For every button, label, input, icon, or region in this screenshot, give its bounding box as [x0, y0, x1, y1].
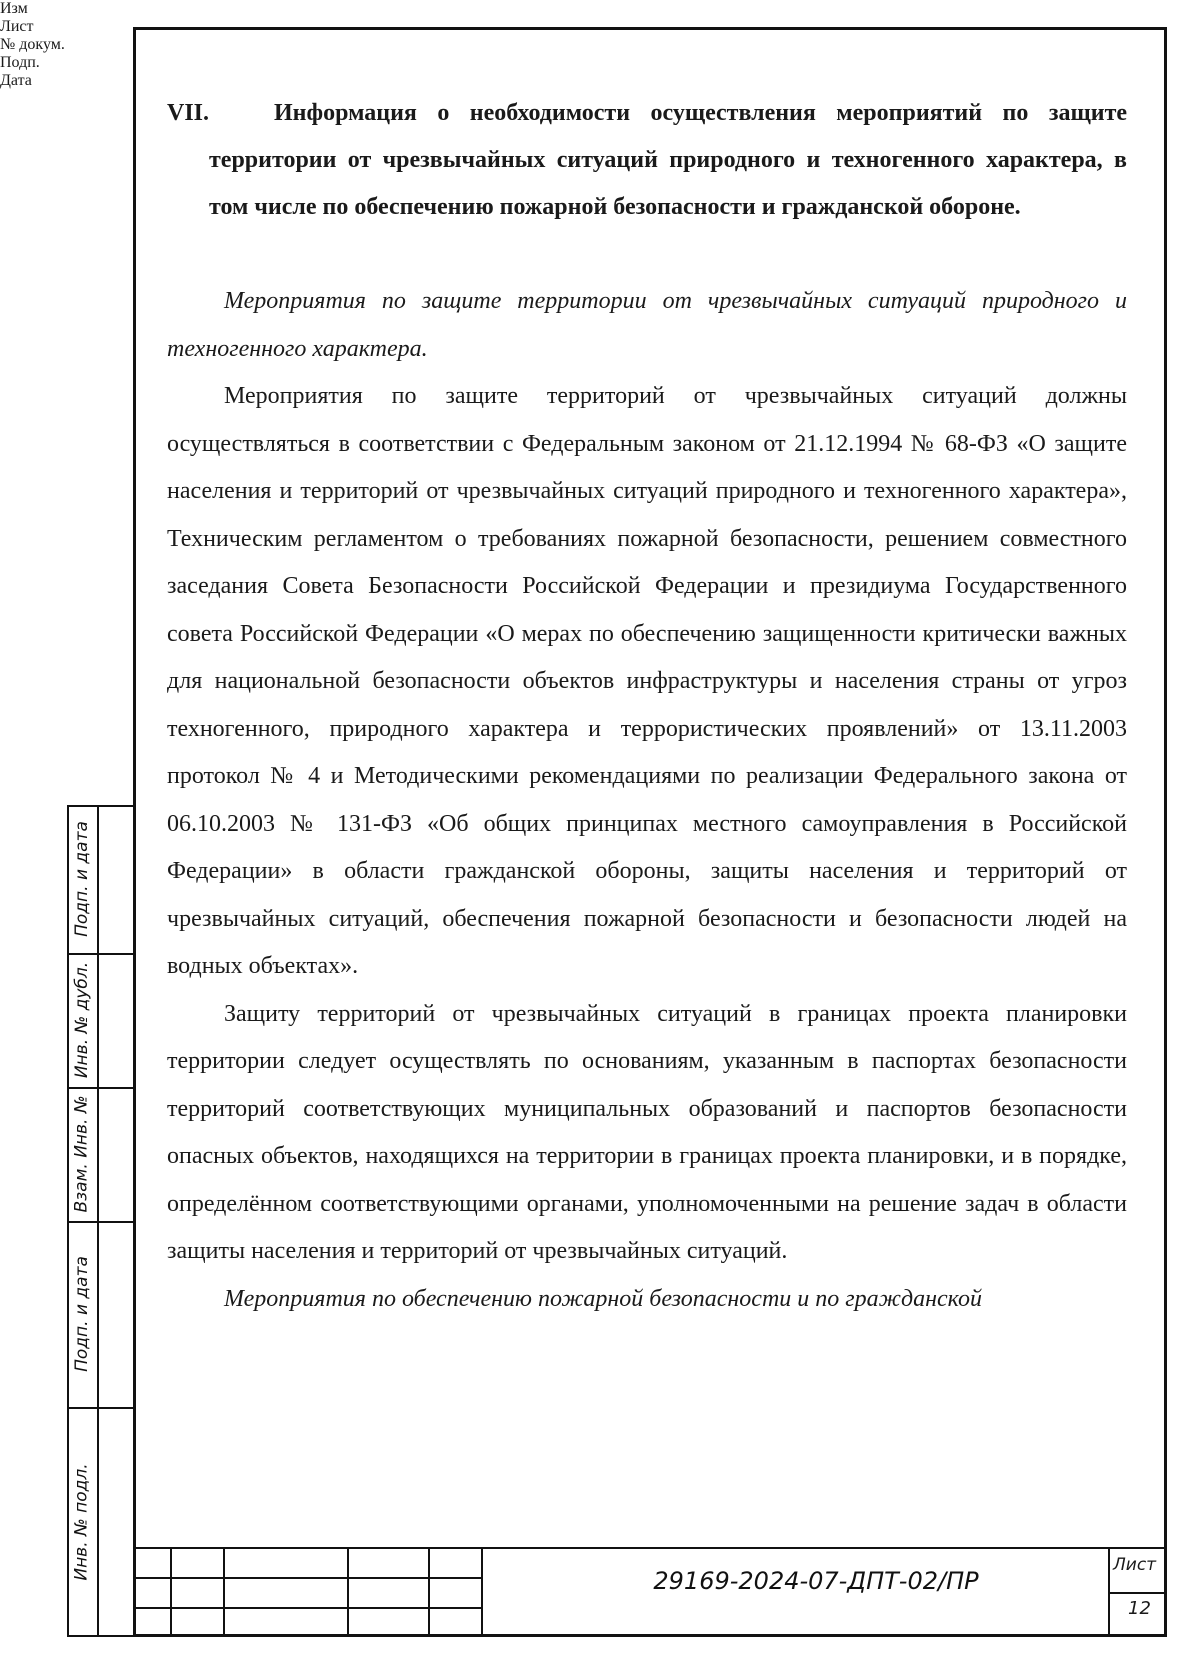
tb-col-date: Дата	[0, 72, 32, 89]
tb-col-doc-number: № докум.	[0, 36, 65, 53]
section-heading	[167, 90, 1127, 231]
side-label-sign-date-1: Подп. и дата	[72, 821, 92, 937]
tb-col-signature: Подп.	[0, 54, 40, 71]
document-body	[167, 90, 1127, 1323]
document-number: 29169-2024-07-ДПТ-02/ПР	[653, 1567, 979, 1595]
tb-col-sheet: Лист	[0, 18, 34, 35]
sheet-number: 12	[1128, 1598, 1151, 1619]
section-heading-rest: защите территории от чрезвычайных ситуаций природного и техногенного характера, в том числе по обеспечению пожарной безопасности и гражданской обороне.	[209, 100, 1128, 220]
subheading-emergency-protection: Мероприятия по защите территории от чрезвычайных ситуаций природного и техногенного характера.	[167, 288, 1127, 362]
sheet-label: Лист	[1113, 1555, 1157, 1575]
side-label-dup-inv: Инв. № дубл.	[72, 961, 92, 1079]
section-number: VII.	[167, 100, 210, 126]
side-label-orig-inv: Инв. № подл.	[72, 1463, 93, 1581]
subheading-fire-safety: Мероприятия по обеспечению пожарной безопасности и по гражданской	[224, 1285, 982, 1312]
paragraph-legal-basis: Мероприятия по защите территорий от чрезвычайных ситуаций должны осуществляться в соответствии с Федеральным законом от 21.12.1994 № 68-ФЗ «О защите населения и территорий от чрезвычайных ситуаций природного и техногенного характера», Техническим регламентом о требованиях пожарной безопасности, решением совместного заседания Совета Безопасности Российской Федерации и президиума Государственного совета Российской Федерации «О мерах по обеспечению защищенности критически важных для национальной безопасности объектов инфраструктуры и населения страны от угроз техногенного, природного характера и террористических проявлений» от 13.11.2003 протокол № 4 и Методическими рекомендациями по реализации Федерального закона от 06.10.2003 № 131-ФЗ «Об общих принципах местного самоуправления в Российской Федерации» в области гражданской обороны, защиты населения и территорий от чрезвычайных ситуаций, обеспечения пожарной безопасности и безопасности людей на водных объектах».	[167, 383, 1127, 979]
side-label-replace-inv: Взам. Инв. №	[72, 1095, 92, 1213]
side-stamp	[67, 805, 133, 1637]
section-heading-first-line: Информация о необходимости осуществления мероприятий по	[274, 100, 1029, 126]
tb-col-change: Изм	[0, 0, 28, 17]
paragraph-territory-protection: Защиту территорий от чрезвычайных ситуаций в границах проекта планировки территории следует осуществлять по основаниям, указанным в паспортах безопасности территорий соответствующих муниципальных образований и паспортов безопасности опасных объектов, находящихся на территории в границах проекта планировки, и в порядке, определённом соответствующими органами, уполномоченными на решение задач в области защиты населения и территорий от чрезвычайных ситуаций.	[167, 1000, 1127, 1264]
side-label-sign-date-2: Подп. и дата	[72, 1256, 92, 1372]
